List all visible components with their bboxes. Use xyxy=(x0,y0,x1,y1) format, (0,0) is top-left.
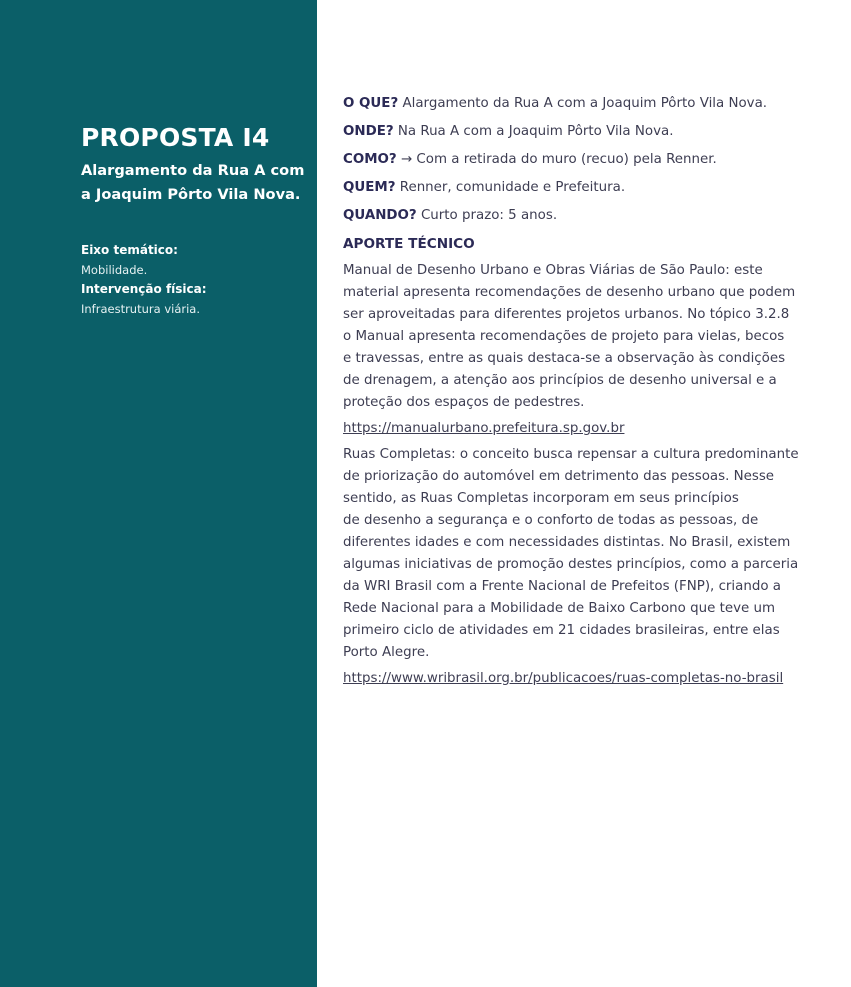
qa-label: QUEM? xyxy=(343,180,396,195)
proposal-title: PROPOSTA I4 xyxy=(81,123,270,152)
paragraph-line: material apresenta recomendações de desenho urbano que podem xyxy=(343,285,796,300)
paragraph-line: o Manual apresenta recomendações de projeto para vielas, becos xyxy=(343,329,785,344)
qa-label: QUANDO? xyxy=(343,208,417,223)
intervencao-value: Infraestrutura viária. xyxy=(81,301,200,316)
qa-text: Alargamento da Rua A com a Joaquim Pôrto Vila Nova. xyxy=(398,96,768,111)
qa-label: O QUE? xyxy=(343,96,399,111)
ruas-completas-paragraph xyxy=(343,444,798,664)
qa-row-quando xyxy=(343,207,798,225)
paragraph-line: Manual de Desenho Urbano e Obras Viárias de São Paulo: este xyxy=(343,263,763,278)
qa-row-quem xyxy=(343,179,798,197)
qa-label: ONDE? xyxy=(343,124,394,139)
paragraph-line: Ruas Completas: o conceito busca repensar a cultura predominante xyxy=(343,447,799,462)
proposal-subtitle: Alargamento da Rua A com a Joaquim Pôrto Vila Nova. xyxy=(81,162,305,203)
paragraph-line: sentido, as Ruas Completas incorporam em seus princípios xyxy=(343,491,739,506)
paragraph-line: proteção dos espaços de pedestres. xyxy=(343,395,585,410)
intervencao-label: Intervenção física: xyxy=(81,282,207,296)
qa-text: Na Rua A com a Joaquim Pôrto Vila Nova. xyxy=(393,124,674,139)
qa-text: Renner, comunidade e Prefeitura. xyxy=(395,180,626,195)
paragraph-line: de priorização do automóvel em detrimento das pessoas. Nesse xyxy=(343,469,775,484)
wri-brasil-link[interactable]: https://www.wribrasil.org.br/publicacoes/ruas-completas-no-brasil xyxy=(343,671,784,686)
paragraph-line: Porto Alegre. xyxy=(343,645,430,660)
qa-text: Curto prazo: 5 anos. xyxy=(416,208,558,223)
paragraph-line: ser aproveitadas para diferentes projetos urbanos. No tópico 3.2.8 xyxy=(343,307,790,322)
manual-paragraph xyxy=(343,260,798,414)
paragraph-line: de drenagem, a atenção aos princípios de desenho universal e a xyxy=(343,373,777,388)
aporte-tecnico-heading: APORTE TÉCNICO xyxy=(343,236,475,252)
eixo-label: Eixo temático: xyxy=(81,243,178,257)
qa-text: → Com a retirada do muro (recuo) pela Renner. xyxy=(396,152,717,167)
paragraph-line: algumas iniciativas de promoção destes princípios, como a parceria xyxy=(343,557,799,572)
paragraph-line: diferentes idades e com necessidades distintas. No Brasil, existem xyxy=(343,535,791,550)
sidebar-panel xyxy=(0,0,317,987)
main-content xyxy=(343,95,798,694)
qa-row-como xyxy=(343,151,798,169)
qa-row-onde xyxy=(343,123,798,141)
paragraph-line: Rede Nacional para a Mobilidade de Baixo Carbono que teve um xyxy=(343,601,776,616)
manual-urbano-link[interactable]: https://manualurbano.prefeitura.sp.gov.br xyxy=(343,421,625,436)
paragraph-line: de desenho a segurança e o conforto de todas as pessoas, de xyxy=(343,513,759,528)
proposal-meta xyxy=(81,241,306,319)
paragraph-line: e travessas, entre as quais destaca-se a observação às condições xyxy=(343,351,786,366)
qa-row-o-que xyxy=(343,95,798,113)
eixo-value: Mobilidade. xyxy=(81,262,148,277)
paragraph-line: da WRI Brasil com a Frente Nacional de Prefeitos (FNP), criando a xyxy=(343,579,781,594)
paragraph-line: primeiro ciclo de atividades em 21 cidades brasileiras, entre elas xyxy=(343,623,780,638)
qa-label: COMO? xyxy=(343,152,397,167)
